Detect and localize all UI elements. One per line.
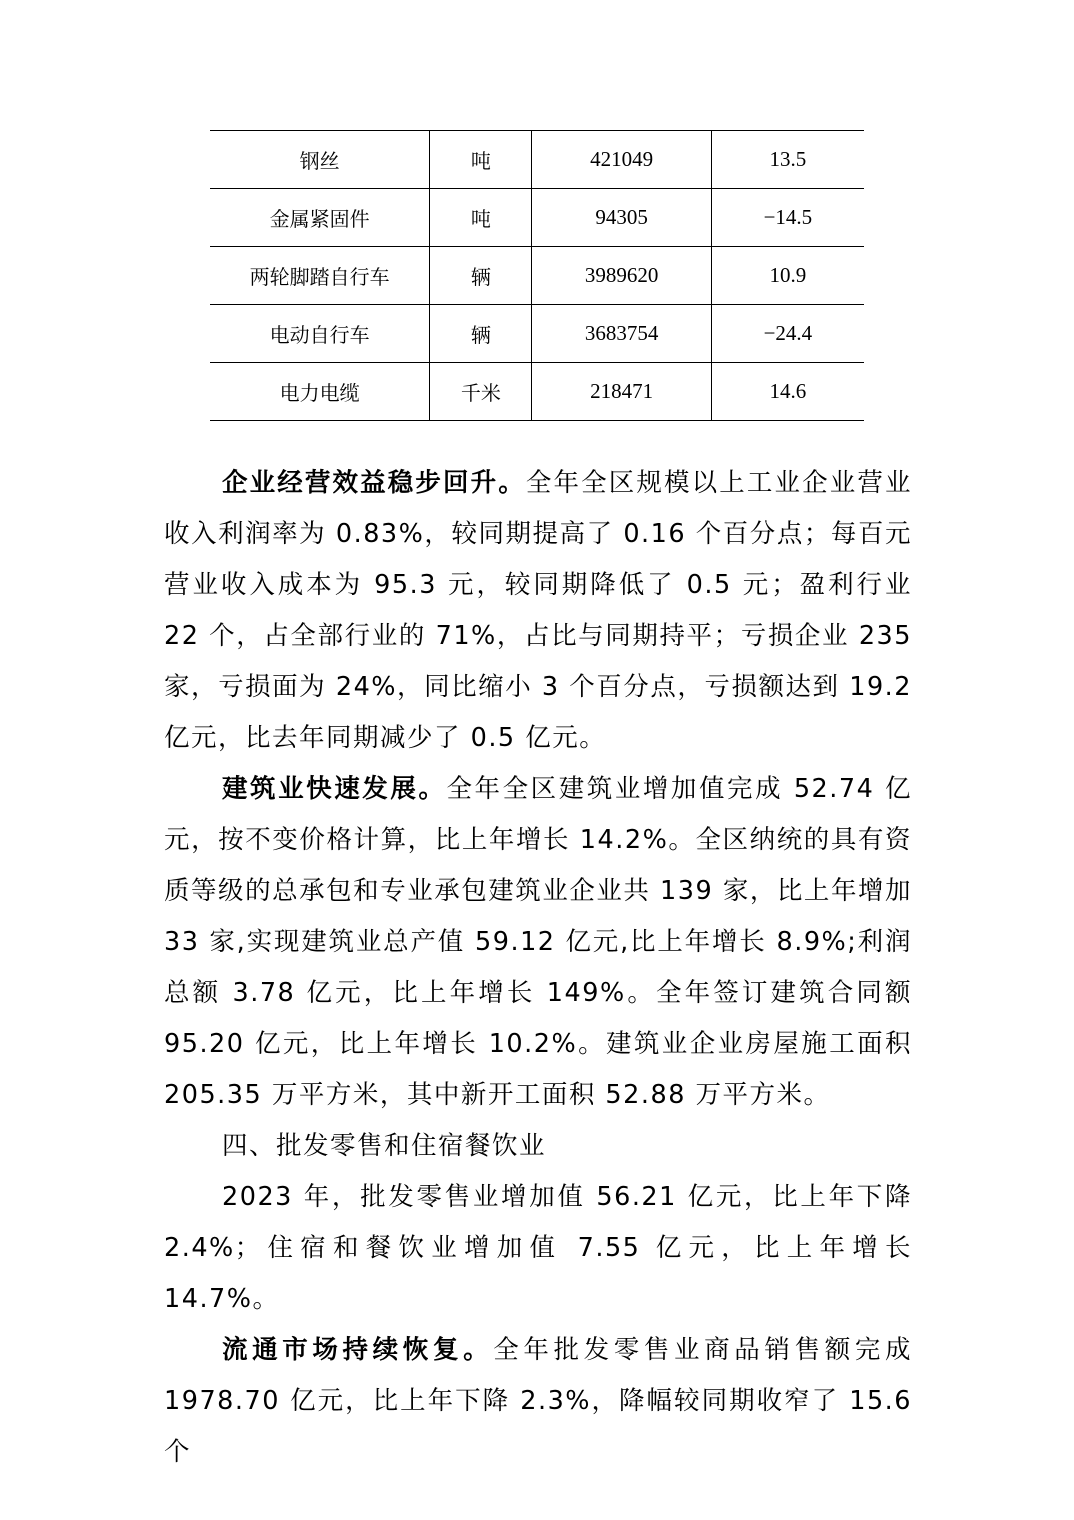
body-text [164, 458, 912, 1478]
product-name-cell: 两轮脚踏自行车 [210, 247, 430, 305]
paragraph-body: 全年全区建筑业增加值完成 52.74 亿元，按不变价格计算，比上年增长 14.2%。全区纳统的具有资质等级的总承包和专业承包建筑业企业共 139 家，比上年增加 33 家,实现建筑业总产值 59.12 亿元,比上年增长 8.9%;利润总额 3.78 亿元，比上年增长 149%。全年签订建筑合同额 95.20 亿元，比上年增长 10.2%。建筑业企业房屋施工面积 205.35 万平方米，其中新开工面积 52.88 万平方米。 [164, 774, 912, 1110]
section-heading: 四、批发零售和住宿餐饮业 [222, 1131, 547, 1161]
output-value-cell: 421049 [532, 131, 711, 189]
growth-rate-cell: −24.4 [711, 305, 864, 363]
output-value-cell: 3683754 [532, 305, 711, 363]
output-value-cell: 218471 [532, 363, 711, 421]
table-row [210, 189, 864, 247]
growth-rate-cell: 10.9 [711, 247, 864, 305]
product-output-table [210, 130, 864, 421]
unit-cell: 吨 [430, 131, 532, 189]
table-row [210, 363, 864, 421]
table-row [210, 305, 864, 363]
growth-rate-cell: 13.5 [711, 131, 864, 189]
paragraph-enterprise-profit [164, 458, 912, 764]
paragraph-body: 全年全区规模以上工业企业营业收入利润率为 0.83%，较同期提高了 0.16 个百分点；每百元营业收入成本为 95.3 元，较同期降低了 0.5 元；盈利行业 22 个，占全部行业的 71%，占比与同期持平；亏损企业 235 家，亏损面为 24%，同比缩小 3 个百分点，亏损额达到 19.2 亿元，比去年同期减少了 0.5 亿元。 [164, 468, 912, 753]
output-value-cell: 3989620 [532, 247, 711, 305]
product-name-cell: 钢丝 [210, 131, 430, 189]
product-name-cell: 电动自行车 [210, 305, 430, 363]
output-value-cell: 94305 [532, 189, 711, 247]
table-body [210, 131, 864, 421]
paragraph-market [164, 1325, 912, 1478]
unit-cell: 辆 [430, 305, 532, 363]
paragraph-lead: 建筑业快速发展。 [222, 774, 447, 804]
paragraph-lead: 流通市场持续恢复。 [222, 1335, 494, 1365]
table-row [210, 247, 864, 305]
unit-cell: 辆 [430, 247, 532, 305]
table-row [210, 131, 864, 189]
paragraph-lead: 企业经营效益稳步回升。 [222, 468, 526, 498]
paragraph-construction [164, 764, 912, 1121]
paragraph-body: 全年批发零售业商品销售额完成 1978.70 亿元，比上年下降 2.3%，降幅较同期收窄了 15.6 个 [164, 1335, 912, 1467]
growth-rate-cell: −14.5 [711, 189, 864, 247]
growth-rate-cell: 14.6 [711, 363, 864, 421]
product-name-cell: 电力电缆 [210, 363, 430, 421]
unit-cell: 千米 [430, 363, 532, 421]
product-name-cell: 金属紧固件 [210, 189, 430, 247]
paragraph-wholesale-intro: 2023 年，批发零售业增加值 56.21 亿元，比上年下降 2.4%；住宿和餐饮业增加值 7.55 亿元，比上年增长 14.7%。 [164, 1182, 912, 1314]
unit-cell: 吨 [430, 189, 532, 247]
